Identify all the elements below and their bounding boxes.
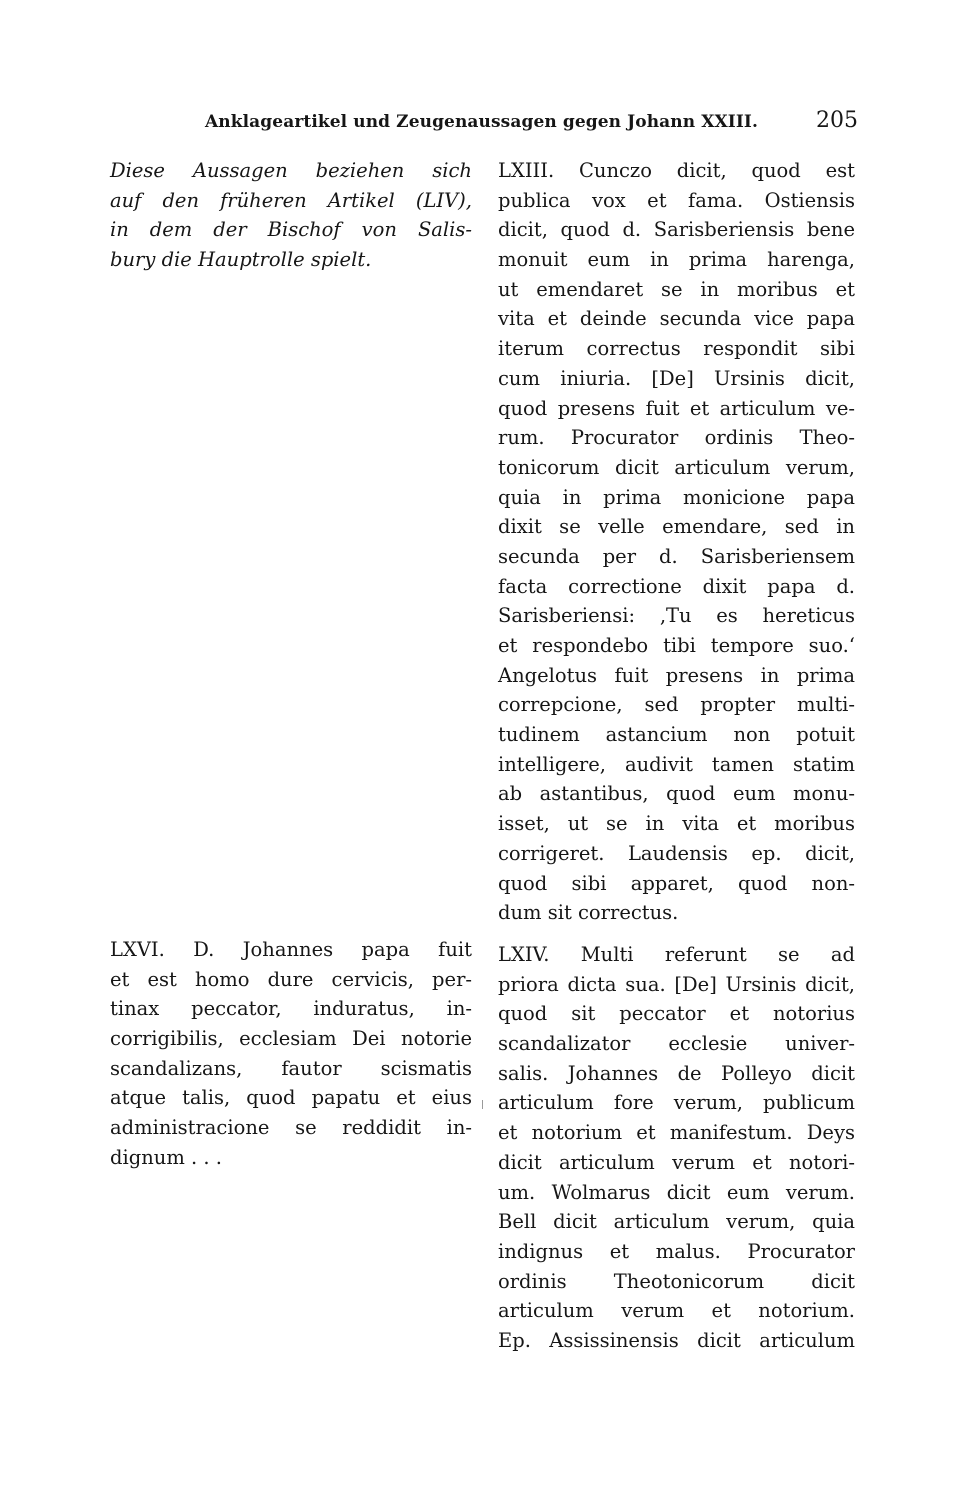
note-line: Diese Aussagen beziehen sich — [110, 159, 472, 182]
article-64-line: quod sit peccator et notorius — [498, 1002, 855, 1026]
page-number: 205 — [816, 108, 858, 133]
article-66-line: tinax peccator, induratus, in- — [110, 997, 472, 1021]
article-66-line: et est homo dure cervicis, per- — [110, 967, 472, 991]
article-63-line: correpcione, sed propter multi- — [498, 693, 855, 717]
note-line: auf den früheren Artikel (LIV), — [110, 188, 472, 212]
article-63-line: secunda per d. Sarisberiensem — [498, 544, 855, 568]
article-66-line: dignum . . . — [110, 1145, 223, 1169]
article-63-line: publica vox et fama. Ostiensis — [498, 188, 855, 212]
article-64-line: um. Wolmarus dicit eum verum. — [498, 1180, 855, 1204]
article-63-line: cum iniuria. [De] Ursinis dicit, — [498, 366, 855, 390]
article-63-line: facta correctione dixit papa d. — [498, 574, 855, 598]
article-64-line: et notorium et manifestum. Deys — [498, 1121, 855, 1145]
article-66-line: scandalizans, fautor scismatis — [110, 1056, 472, 1080]
article-63-line: quod sibi apparet, quod non- — [498, 871, 855, 895]
article-63-line: tudinem astancium non potuit — [498, 723, 855, 747]
editorial-note — [110, 156, 472, 275]
article-64-line: salis. Johannes de Polleyo dicit — [498, 1061, 855, 1085]
article-63-line: dixit se velle emendare, sed in — [498, 515, 855, 539]
article-63-line: vita et deinde secunda vice papa — [498, 307, 855, 331]
article-66-line: atque talis, quod papatu et eius — [110, 1086, 472, 1110]
article-63-line: LXIII. Cunczo dicit, quod est — [498, 159, 855, 182]
article-64-line: Bell dicit articulum verum, quia — [498, 1210, 855, 1234]
margin-mark — [482, 1100, 483, 1109]
article-63-line: dum sit correctus. — [498, 901, 679, 925]
note-line: bury die Hauptrolle spielt. — [110, 248, 372, 272]
article-66-line: administracione se reddidit in- — [110, 1116, 472, 1140]
article-66-line: LXVI. D. Johannes papa fuit — [110, 938, 472, 961]
article-63-line: monuit eum in prima harenga, — [498, 248, 855, 272]
article-63-line: quod presens fuit et articulum ve- — [498, 396, 855, 420]
article-63-line: dicit, quod d. Sarisberiensis bene — [498, 218, 855, 242]
article-63-line: et respondebo tibi tempore suo.‘ — [498, 634, 855, 657]
article-63-line: intelligere, audivit tamen statim — [498, 752, 855, 776]
running-title: Anklageartikel und Zeugenaussagen gegen Johann XXIII. — [205, 112, 758, 132]
article-64-line: ordinis Theotonicorum dicit — [498, 1269, 855, 1293]
article-63-line: isset, ut se in vita et moribus — [498, 812, 855, 836]
article-64-line: LXIV. Multi referunt se ad — [498, 943, 855, 966]
article-64-line: articulum fore verum, publicum — [498, 1091, 855, 1115]
article-64-line: Ep. Assissinensis dicit articulum — [498, 1328, 855, 1352]
article-63-line: ab astantibus, quod eum monu- — [498, 782, 855, 806]
article-63-line: rum. Procurator ordinis Theo- — [498, 426, 855, 450]
article-63-line: tonicorum dicit articulum verum, — [498, 455, 855, 479]
article-63 — [498, 156, 855, 928]
article-66-line: corrigibilis, ecclesiam Dei notorie — [110, 1027, 472, 1051]
article-63-line: Angelotus fuit presens in prima — [498, 663, 855, 687]
article-64-line: scandalizator ecclesie univer- — [498, 1032, 855, 1056]
article-64-line: indignus et malus. Procurator — [498, 1239, 855, 1263]
article-64 — [498, 940, 855, 1356]
article-64-line: priora dicta sua. [De] Ursinis dicit, — [498, 972, 855, 996]
note-line: in dem der Bischof von Salis- — [110, 218, 472, 242]
article-63-line: Sarisberiensi: ‚Tu es hereticus — [498, 604, 855, 628]
article-63-line: quia in prima monicione papa — [498, 485, 855, 509]
article-64-line: articulum verum et notorium. — [498, 1299, 855, 1323]
article-63-line: corrigeret. Laudensis ep. dicit, — [498, 841, 855, 865]
article-64-line: dicit articulum verum et notori- — [498, 1150, 855, 1174]
article-63-line: iterum correctus respondit sibi — [498, 337, 855, 361]
article-63-line: ut emendaret se in moribus et — [498, 277, 855, 301]
article-66 — [110, 935, 472, 1173]
